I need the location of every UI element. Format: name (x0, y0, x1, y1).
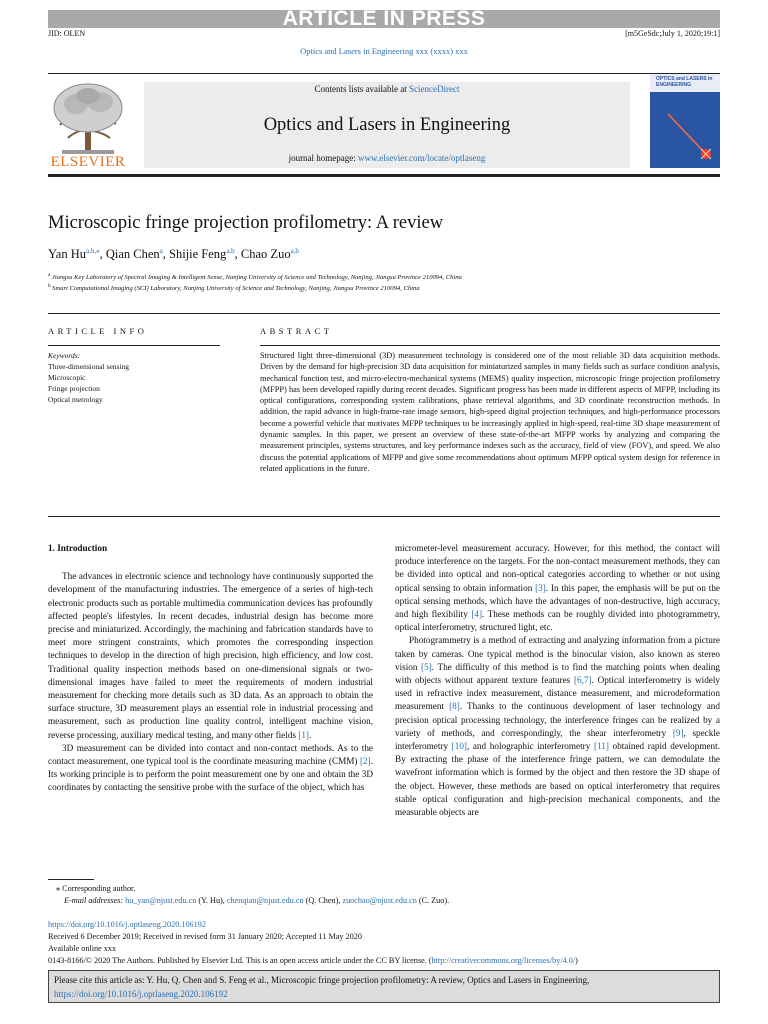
citation-link[interactable]: [9] (672, 727, 684, 738)
elsevier-wordmark: ELSEVIER (50, 154, 126, 170)
divider (48, 313, 720, 314)
citation-link[interactable]: [4] (471, 609, 483, 620)
journal-reference-link[interactable]: Optics and Lasers in Engineering xxx (xxxx) xxx (300, 46, 468, 56)
manuscript-id: [m5GeSdc;July 1, 2020;19:1] (625, 29, 720, 38)
journal-homepage-line (144, 153, 630, 163)
citation-link[interactable]: [2] (360, 756, 371, 767)
citation-link[interactable]: [1] (298, 729, 309, 740)
journal-cover-image (650, 74, 720, 168)
author-name: Yan Hu (48, 247, 86, 262)
author-affiliation-marker[interactable]: a (159, 247, 163, 255)
citation-link[interactable]: [5] (421, 661, 432, 672)
cite-text: Please cite this article as: Y. Hu, Q. Chen and S. Feng et al., Microscopic fringe projection profilometry: A review, Optics and Lasers in Engineering, (54, 975, 590, 985)
email-link[interactable]: zuochao@njust.edu.cn (342, 896, 417, 905)
intro-paragraph: Photogrammetry is a method of extracting and analyzing information from a picture taken by cameras. One typical method is the binocular vision, also known as stereo vision [5]. The difficulty of this method is to find the matching points when dealing with objects without apparent texture features [6,7]. Optical interferometry is widely used in refractive index measurement, distance measurement, and microdeformation measurement [8]. Thanks to the continuous development of laser technology and precision optical processing technology, the interference fringes can be realized by a variety of methods, and correspondingly, the shear interferometry [9], speckle interferometry [10], and holographic interferometry [11] obtained rapid development. By extracting the phase of the interference fringe pattern, we can demodulate the wavefront information which is formed by the object and then restore the 3D shape of the object. However, these methods are based on optical interferometry that requires stable optical configuration and high-precision mechanical components, and the measurable objects are (395, 635, 721, 818)
abstract-heading: ABSTRACT (260, 326, 333, 336)
keyword-item: Fringe projection (48, 384, 100, 393)
journal-info-box (144, 82, 630, 168)
paper-title: Microscopic fringe projection profilometry: A review (48, 213, 444, 233)
sciencedirect-link[interactable]: ScienceDirect (409, 84, 460, 94)
right-column (395, 542, 720, 819)
journal-homepage-link[interactable]: www.elsevier.com/locate/optlaseng (358, 153, 486, 163)
email-link[interactable]: hu_yan@njust.edu.cn (125, 896, 197, 905)
homepage-prefix: journal homepage: (288, 153, 356, 163)
article-info-heading: ARTICLE INFO (48, 326, 148, 336)
corresponding-author-note: ⁎ Corresponding author. (56, 884, 136, 893)
affiliation-text: Jiangsu Key Laboratory of Spectral Imaging & Intelligent Sense, Nanjing University of Science and Technology, Nanjing, Jiangsu Province 210094, China (51, 274, 462, 282)
intro-paragraph: 3D measurement can be divided into contact and non-contact methods. As to the contact measurement, one typical tool is the coordinate measuring machine (CMM) [2]. Its working principle is to perform the point measurement one by one and obtain the 3D coordinates by contacting the sensitive probe with the surface of the object, which has (48, 742, 374, 793)
intro-paragraph: micrometer-level measurement accuracy. However, for this method, the contact will produce interference on the targets. For the non-contact measurement methods, they can be divided into optical and non-optical categories according to whether or not using optical sensing to obtain information [3]. In this paper, the emphasis will be put on the optical sensing methods, which have the advantages of non-destructive, high accuracy, and high flexibility [4]. These methods can be roughly divided into photogrammetry, optical interferometry, structured light, etc. (395, 543, 721, 633)
available-online: Available online xxx (48, 944, 117, 953)
citation-link[interactable]: [3] (535, 582, 546, 593)
affiliation-marker: a (48, 273, 51, 278)
author-affiliation-marker[interactable]: a,b (226, 247, 235, 255)
received-dates: Received 6 December 2019; Received in revised form 31 January 2020; Accepted 11 May 2020 (48, 932, 362, 941)
keyword-item: Three-dimensional sensing (48, 362, 130, 371)
intro-paragraph: The advances in electronic science and technology have continuously supported the development of the manufacturing industries. The emergence of a series of high-tech electronic products such as portable multimedia communication devices has profoundly affected people's lifestyles. In recent decades, industrial design has become more precise and miniaturized. Accordingly, the machining and fabrication standards have to meet more stringent constraints, which promotes the corresponding inspection techniques to develop in the direction of high precision, high efficiency, and low cost. Traditional quality inspection methods based on one-dimensional signals or two-dimensional images have failed to meet the requirements of modern industrial measurement for checking more details such as 3D data. As an approach to obtain the surface structure, 3D measurement plays an essential role in industrial processing and measurement, such as production line quality control, intelligent machine vision, reverse processing, auxiliary medical testing, and many other fields [1]. (48, 571, 373, 740)
cite-doi-link[interactable]: https://doi.org/10.1016/j.optlaseng.2020.106192 (54, 989, 228, 999)
affiliation-marker: b (48, 284, 51, 289)
cover-laser-graphic-icon (650, 74, 720, 168)
citation-link[interactable]: [8] (449, 701, 460, 712)
contents-available-line (144, 84, 630, 94)
citation-link[interactable]: [6,7] (573, 675, 592, 686)
author-name: Shijie Feng (169, 247, 227, 262)
introduction-heading: 1. Introduction (48, 543, 108, 553)
doi-link[interactable]: https://doi.org/10.1016/j.optlaseng.2020.106192 (48, 920, 206, 929)
author-name: Chao Zuo (240, 247, 291, 262)
footnote-divider (48, 879, 94, 880)
divider (48, 516, 720, 517)
email-link[interactable]: chenqian@njust.edu.cn (226, 896, 304, 905)
citation-link[interactable]: [10] (451, 741, 467, 752)
contents-prefix: Contents lists available at (314, 84, 407, 94)
citation-link[interactable]: [11] (593, 741, 609, 752)
author-affiliation-marker[interactable]: a,b (290, 247, 299, 255)
abstract-text: Structured light three-dimensional (3D) measurement technology is considered one of the most reliable 3D data acquisition methods. Driven by the demand for high-precision 3D data acquisition for miniaturized samples in many fields such as surface condition analysis, mechanical function test, and micro-electro-mechanical systems (MEMS) quality inspection, microscopic fringe projection profilometry (MFPP) has been developed rapidly during recent decades. Significant progress has been made in different aspects of MFPP, including its optical configurations, corresponding system calibrations, phase retrieval algorithms, and 3D coordinate reconstruction methods. In addition, the rapid advance in high-frame-rate image sensors, high-speed digital projection techniques, and high-performance processors become a powerful vehicle that motivates MFPP techniques to be increasingly applied in high-speed, real-time 3D shape measurement of dynamic samples. In this paper, we present an overview of these state-of-the-art MFPP works by analyzing and comparing the measurement principles, systems structures, and key performance indexes such as the accuracy, field of view (FOV), and speed. We also discuss the potential applications of MFPP and give some recommendations about optimum MFPP optical system design for reference in related applications in the future. (260, 351, 720, 473)
keywords-label: Keywords: (48, 351, 81, 360)
keyword-item: Optical metrology (48, 395, 103, 404)
author-name: Qian Chen (105, 247, 160, 262)
license-line: 0143-8166/© 2020 The Authors. Published by Elsevier Ltd. This is an open access article under the CC BY license. (http://creativecommons.org/licenses/by/4.0/) (48, 956, 578, 965)
cover-title: OPTICS and LASERS in ENGINEERING (656, 76, 713, 88)
author-list: Yan $Hu^{a,b,⁎}$, Qian Chen$^a$, Shijie Feng$^{a,b}$, Chao Zuo$^{a,b}$ (48, 247, 299, 262)
affiliation-a (48, 273, 462, 281)
journal-header (48, 73, 720, 177)
journal-title: Optics and Lasers in Engineering (263, 115, 511, 135)
affiliation-text: Smart Computational Imaging (SCI) Laboratory, Nanjing University of Science and Technology, Nanjing, Jiangsu Province 210094, China (52, 285, 420, 293)
article-in-press-banner: ARTICLE IN PRESS (48, 10, 720, 28)
jid-label: JID: OLEN (48, 29, 86, 38)
email-label: E-mail addresses: (64, 896, 124, 905)
affiliation-b (48, 284, 420, 292)
article-info-divider (48, 345, 220, 346)
license-link[interactable]: http://creativecommons.org/licenses/by/4.0/ (431, 956, 576, 965)
cite-this-article-box (48, 970, 720, 1003)
email-addresses: E-mail addresses: hu_yan@njust.edu.cn (Y. Hu), chenqian@njust.edu.cn (Q. Chen), zuochao@njust.edu.cn (C. Zuo). (64, 896, 450, 905)
left-column (48, 542, 373, 795)
author-affiliation-marker[interactable]: a,b,⁎ (85, 247, 100, 255)
abstract-divider (260, 345, 720, 346)
keyword-item: Microscopic (48, 373, 86, 382)
